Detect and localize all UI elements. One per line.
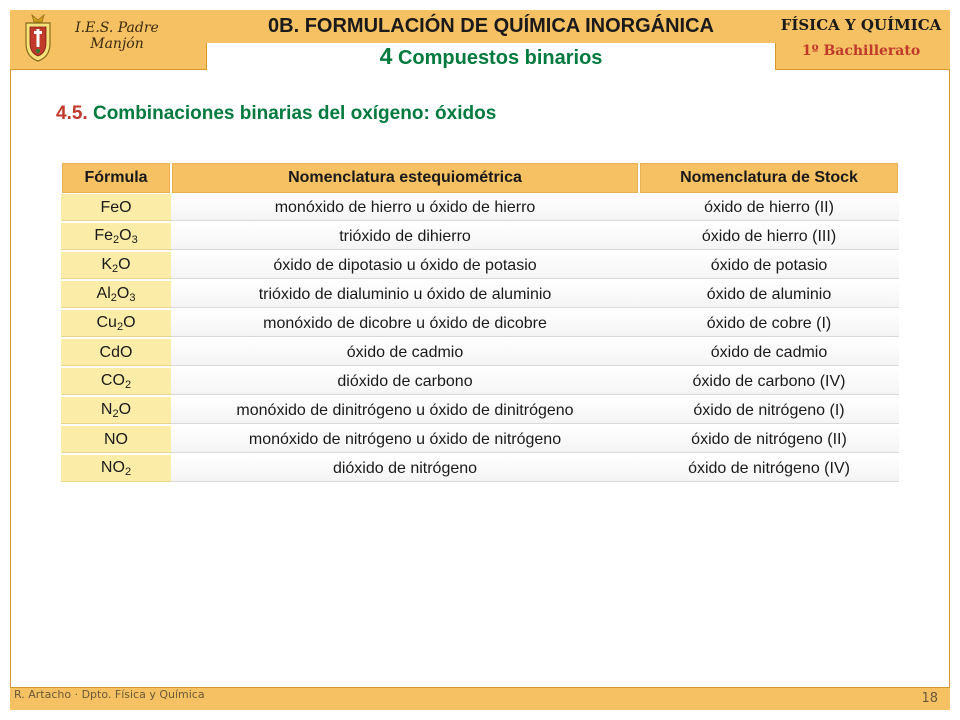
table-row [61, 368, 899, 397]
table-row [61, 397, 899, 426]
formula-cell [61, 223, 171, 252]
stock-name-cell: óxido de potasio [639, 252, 899, 281]
sub-title-text: Compuestos binarios [397, 47, 603, 69]
element-symbol: Fe [94, 227, 113, 244]
sub-title [206, 43, 776, 70]
table-row [61, 339, 899, 368]
formula-cell [61, 368, 171, 397]
table-row [61, 426, 899, 455]
stoichiometric-name-cell: monóxido de dicobre u óxido de dicobre [171, 310, 639, 339]
subscript: 2 [112, 408, 119, 420]
element-symbol: Al [96, 285, 111, 302]
oxides-table-container [61, 162, 899, 484]
section-heading [56, 103, 496, 125]
header-stoichiometric: Nomenclatura estequiométrica [171, 162, 639, 194]
formula-cell [61, 455, 171, 484]
element-symbol: O [123, 314, 136, 331]
element-symbol: O [116, 285, 130, 302]
element-symbol: N [100, 459, 113, 476]
element-symbol: O [115, 430, 128, 448]
stock-name-cell: óxido de cobre (I) [639, 310, 899, 339]
subscript: 3 [129, 292, 136, 304]
table-row [61, 281, 899, 310]
stock-name-cell: óxido de cadmio [639, 339, 899, 368]
subscript: 2 [116, 321, 124, 333]
element-symbol: O [112, 459, 125, 476]
formula-cell [61, 339, 171, 368]
stoichiometric-name-cell: óxido de cadmio [171, 339, 639, 368]
element-symbol: O [118, 256, 131, 273]
element-symbol: O [118, 401, 132, 418]
table-body [61, 194, 899, 484]
element-symbol: N [100, 401, 113, 418]
footer-author: R. Artacho · Dpto. Física y Química [14, 688, 205, 701]
element-symbol: Cu [96, 314, 117, 331]
table-row [61, 455, 899, 484]
stock-name-cell: óxido de nitrógeno (II) [639, 426, 899, 455]
stoichiometric-name-cell: monóxido de dinitrógeno u óxido de dinitrógeno [171, 397, 639, 426]
element-symbol: N [103, 430, 116, 448]
oxides-table [61, 162, 899, 484]
stock-name-cell: óxido de nitrógeno (I) [639, 397, 899, 426]
school-crest-icon [22, 13, 54, 63]
table-row [61, 223, 899, 252]
stock-name-cell: óxido de aluminio [639, 281, 899, 310]
section-number: 4.5. [56, 103, 88, 124]
element-symbol: O [120, 343, 133, 361]
element-symbol: K [101, 256, 113, 273]
element-symbol: O [119, 198, 132, 216]
subscript: 2 [124, 466, 132, 478]
stoichiometric-name-cell: dióxido de carbono [171, 368, 639, 397]
stoichiometric-name-cell: monóxido de hierro u óxido de hierro [171, 194, 639, 223]
stoichiometric-name-cell: trióxido de dialuminio u óxido de aluminio [171, 281, 639, 310]
element-symbol: Cd [99, 343, 120, 361]
title-box [206, 10, 776, 70]
school-name: I.E.S. Padre Manjón [75, 20, 159, 52]
formula-cell [61, 194, 171, 223]
formula-cell [61, 281, 171, 310]
course-label: 1º Bachillerato [801, 43, 921, 59]
table-header-row [61, 162, 899, 194]
subscript: 2 [112, 263, 119, 275]
subscript: 2 [110, 292, 117, 304]
main-title: 0B. FORMULACIÓN DE QUÍMICA INORGÁNICA [206, 10, 776, 43]
header-stock: Nomenclatura de Stock [639, 162, 899, 194]
formula-cell [61, 252, 171, 281]
subject-label: FÍSICA Y QUÍMICA [780, 16, 942, 34]
subscript: 2 [112, 234, 120, 246]
section-title: Combinaciones binarias del oxígeno: óxidos [92, 103, 497, 124]
formula-cell [61, 426, 171, 455]
stoichiometric-name-cell: dióxido de nitrógeno [171, 455, 639, 484]
formula-cell [61, 397, 171, 426]
subscript: 2 [124, 379, 132, 391]
stoichiometric-name-cell: óxido de dipotasio u óxido de potasio [171, 252, 639, 281]
stoichiometric-name-cell: monóxido de nitrógeno u óxido de nitrógeno [171, 426, 639, 455]
subscript: 3 [131, 234, 138, 246]
element-symbol: Fe [100, 198, 120, 216]
table-row [61, 252, 899, 281]
header-formula: Fórmula [61, 162, 171, 194]
stock-name-cell: óxido de nitrógeno (IV) [639, 455, 899, 484]
stock-name-cell: óxido de hierro (III) [639, 223, 899, 252]
stoichiometric-name-cell: trióxido de dihierro [171, 223, 639, 252]
formula-cell [61, 310, 171, 339]
element-symbol: O [119, 227, 132, 244]
page-number: 18 [921, 691, 938, 706]
stock-name-cell: óxido de hierro (II) [639, 194, 899, 223]
element-symbol: O [112, 372, 125, 389]
sub-title-number: 4 [379, 43, 393, 69]
element-symbol: C [100, 372, 113, 389]
table-row [61, 310, 899, 339]
stock-name-cell: óxido de carbono (IV) [639, 368, 899, 397]
table-row [61, 194, 899, 223]
